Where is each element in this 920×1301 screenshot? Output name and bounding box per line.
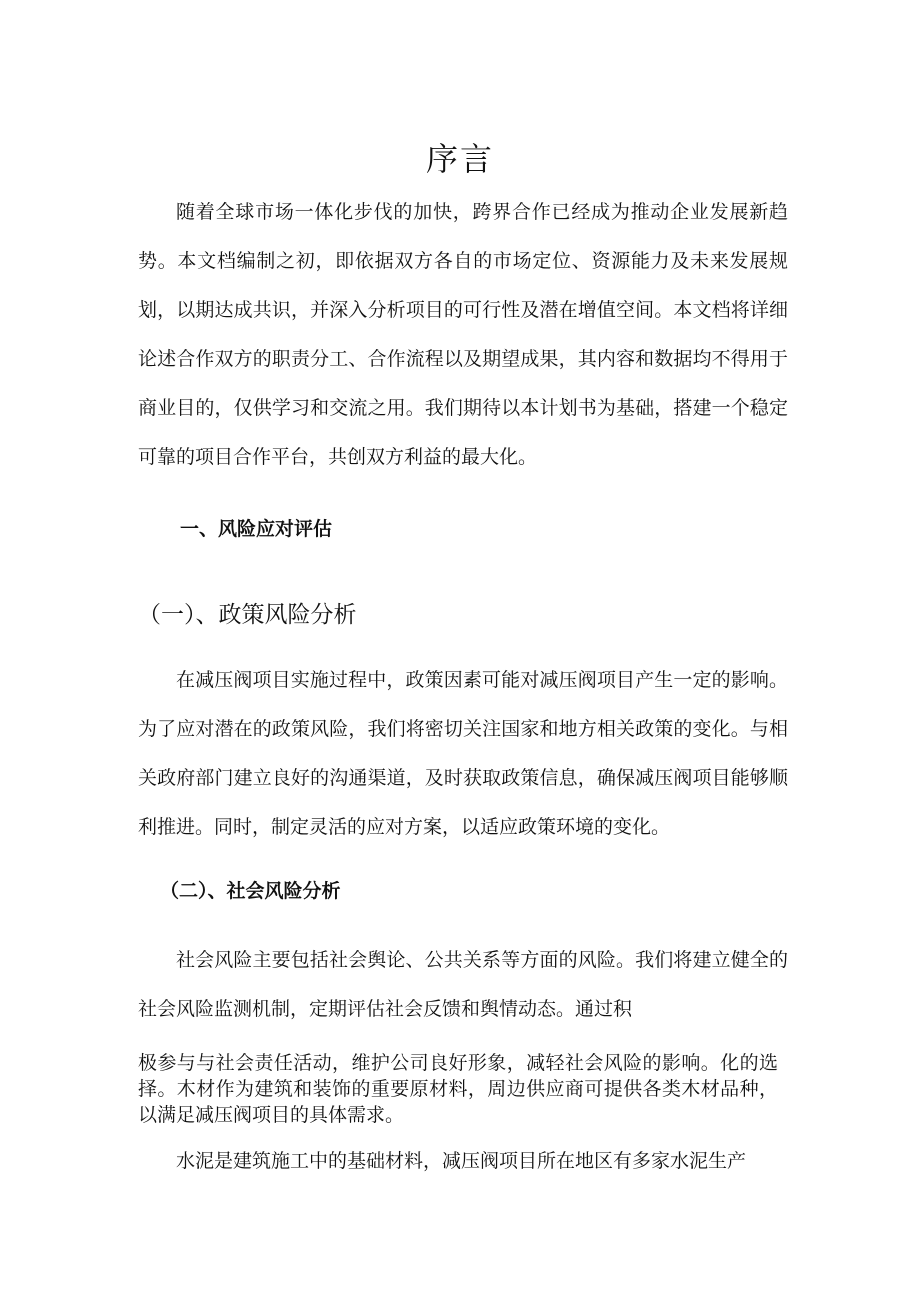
section-heading-risk-assessment: 一、风险应对评估 [180, 518, 333, 540]
subsection-heading-social-risk: （二）、社会风险分析 [160, 880, 341, 902]
policy-risk-paragraph: 在减压阀项目实施过程中，政策因素可能对减压阀项目产生一定的影响。为了应对潜在的政策风险，我们将密切关注国家和地方相关政策的变化。与相关政府部门建立良好的沟通渠道，及时获取政策信息，确保减压阀项目能够顺利推进。同时，制定灵活的应对方案，以适应政策环境的变化。 [138, 669, 788, 838]
subsection-heading-policy-risk: （一）、政策风险分析 [138, 602, 357, 628]
social-risk-paragraph: 社会风险主要包括社会舆论、公共关系等方面的风险。我们将建立健全的社会风险监测机制，定期评估社会反馈和舆情动态。通过积 [138, 949, 788, 1020]
materials-paragraph: 极参与与社会责任活动，维护公司良好形象，减轻社会风险的影响。化的选择。木材作为建筑和装饰的重要原材料，周边供应商可提供各类木材品种，以满足减压阀项目的具体需求。 [138, 1052, 778, 1126]
page-title: 序言 [425, 140, 494, 179]
preface-paragraph: 随着全球市场一体化步伐的加快，跨界合作已经成为推动企业发展新趋势。本文档编制之初，即依据双方各自的市场定位、资源能力及未来发展规划，以期达成共识，并深入分析项目的可行性及潜在增值空间。本文档将详细论述合作双方的职责分工、合作流程以及期望成果，其内容和数据均不得用于商业目的，仅供学习和交流之用。我们期待以本计划书为基础，搭建一个稳定可靠的项目合作平台，共创双方利益的最大化。 [138, 201, 788, 468]
cement-paragraph: 水泥是建筑施工中的基础材料，减压阀项目所在地区有多家水泥生产 [176, 1150, 747, 1172]
